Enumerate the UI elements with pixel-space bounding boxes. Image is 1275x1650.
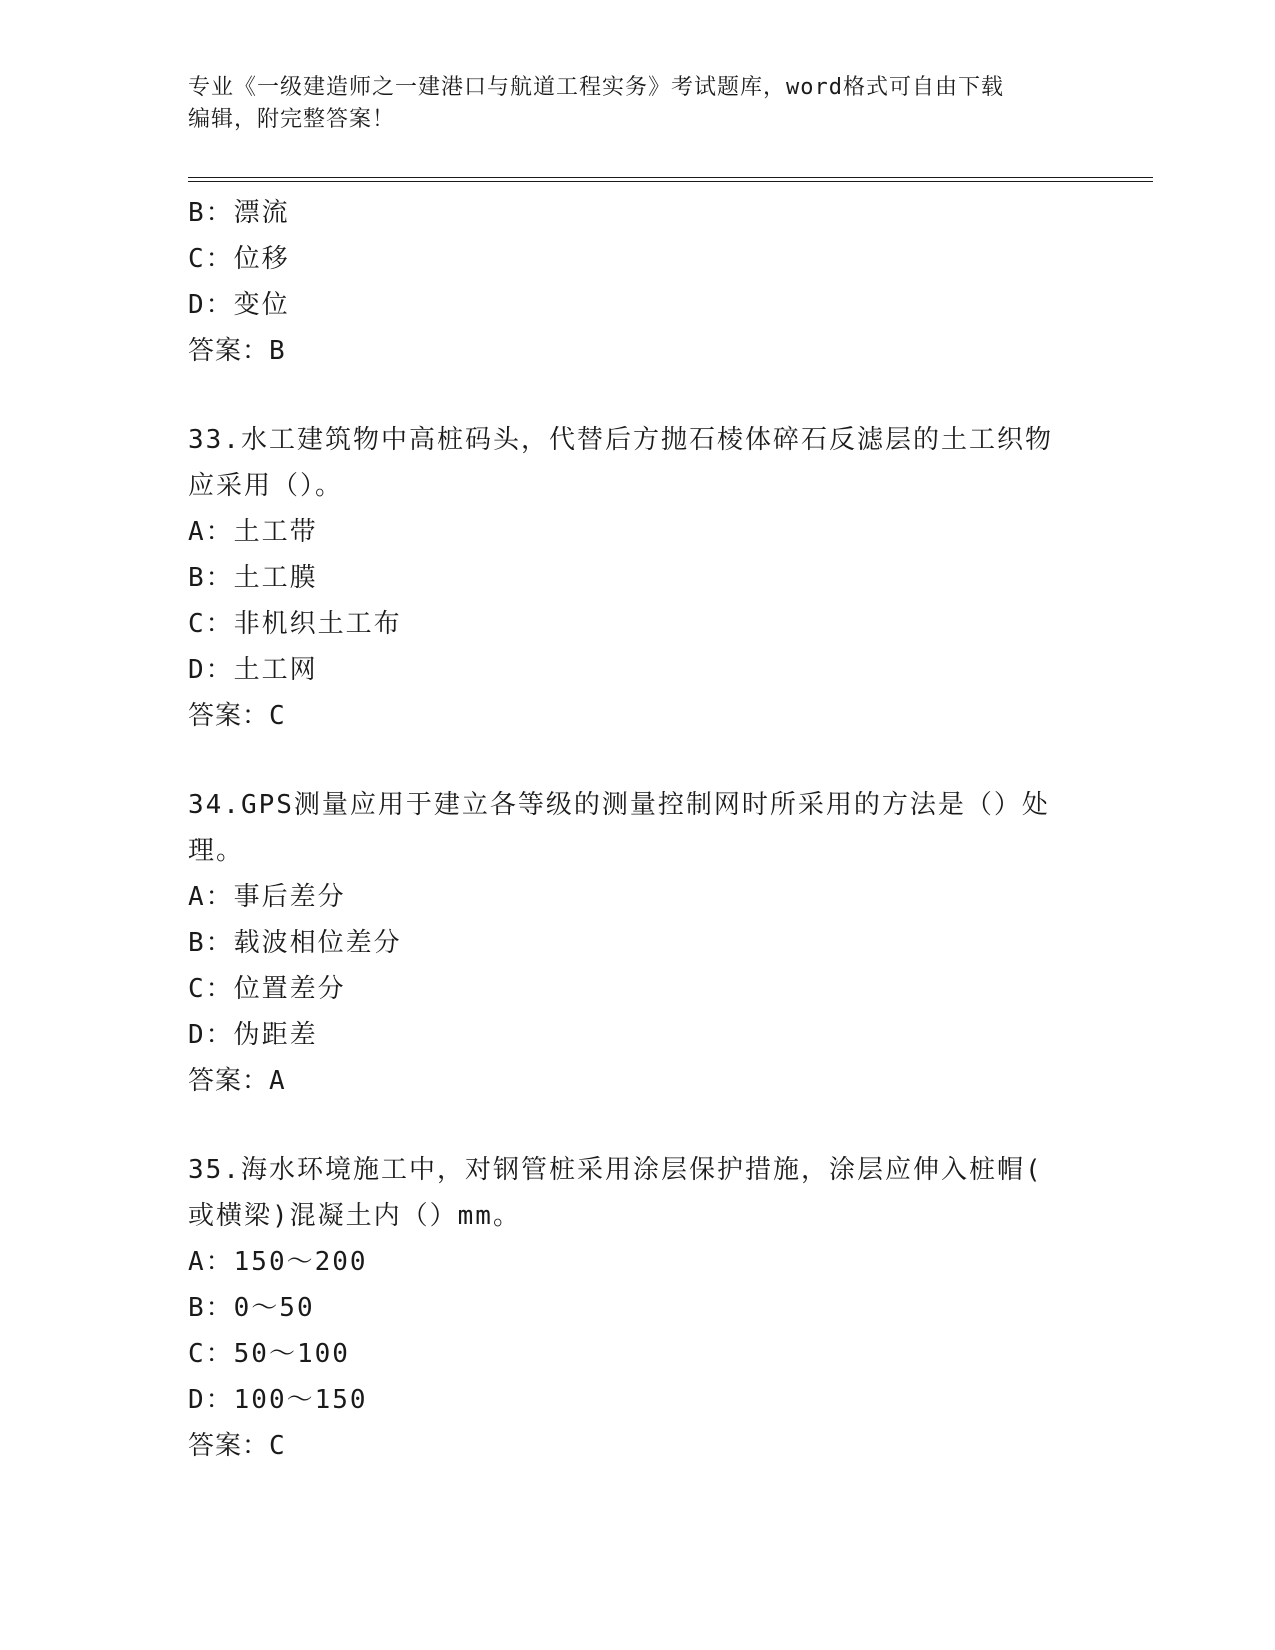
option-a (188, 1239, 1088, 1285)
option-letter: A： (188, 1247, 234, 1277)
document-body (188, 190, 1088, 1469)
option-letter: B： (188, 198, 234, 228)
option-c (188, 601, 1088, 647)
option-letter: D： (188, 1385, 234, 1415)
option-text: 位移 (233, 244, 290, 274)
option-text: 150～200 (233, 1247, 368, 1277)
option-d (188, 1377, 1088, 1423)
option-c (188, 236, 1088, 282)
option-letter: D： (188, 1020, 234, 1050)
header-double-rule (188, 177, 1153, 182)
option-text: 土工膜 (233, 563, 318, 593)
option-letter: B： (188, 1293, 234, 1323)
answer-line: 答案：C (188, 701, 286, 731)
option-d (188, 1012, 1088, 1058)
option-text: 变位 (233, 290, 290, 320)
option-text: 50～100 (233, 1339, 350, 1369)
option-text: 位置差分 (233, 974, 346, 1004)
header-line-2: 编辑，附完整答案！ (188, 107, 396, 132)
question-stem-line-1: 33.水工建筑物中高桩码头，代替后方抛石棱体碎石反滤层的土工织物 (188, 425, 1053, 455)
option-d (188, 647, 1088, 693)
option-letter: D： (188, 655, 234, 685)
option-text: 土工带 (233, 517, 318, 547)
question-stem-line-2: 应采用（）。 (188, 471, 344, 501)
option-text: 0～50 (233, 1293, 315, 1323)
option-letter: C： (188, 974, 234, 1004)
option-b (188, 190, 1088, 236)
option-letter: A： (188, 882, 234, 912)
option-text: 非机织土工布 (233, 609, 402, 639)
option-text: 事后差分 (233, 882, 346, 912)
option-b (188, 1285, 1088, 1331)
header-line-1: 专业《一级建造师之一建港口与航道工程实务》考试题库，word格式可自由下载 (188, 75, 1004, 100)
option-text: 载波相位差分 (233, 928, 402, 958)
question-35 (188, 1147, 1088, 1469)
option-b (188, 555, 1088, 601)
option-c (188, 966, 1088, 1012)
option-text: 漂流 (233, 198, 290, 228)
question-33 (188, 417, 1088, 739)
question-stem-line-2: 或横梁)混凝土内（）mm。 (188, 1201, 521, 1231)
option-text: 土工网 (233, 655, 318, 685)
answer-line: 答案：B (188, 336, 286, 366)
option-text: 100～150 (233, 1385, 368, 1415)
option-letter: B： (188, 928, 234, 958)
question-stem-line-2: 理。 (188, 836, 245, 866)
option-text: 伪距差 (233, 1020, 318, 1050)
option-letter: C： (188, 609, 234, 639)
option-letter: B： (188, 563, 234, 593)
option-letter: C： (188, 244, 234, 274)
answer-line: 答案：C (188, 1431, 286, 1461)
question-stem-line-1: 35.海水环境施工中，对钢管桩采用涂层保护措施，涂层应伸入桩帽( (188, 1155, 1043, 1185)
question-32-continued (188, 190, 1088, 374)
option-letter: D： (188, 290, 234, 320)
page-header (188, 72, 1088, 136)
option-letter: A： (188, 517, 234, 547)
option-c (188, 1331, 1088, 1377)
question-34 (188, 782, 1088, 1104)
option-b (188, 920, 1088, 966)
option-a (188, 509, 1088, 555)
option-d (188, 282, 1088, 328)
question-stem-line-1: 34.GPS测量应用于建立各等级的测量控制网时所采用的方法是（）处 (188, 790, 1050, 820)
answer-line: 答案：A (188, 1066, 286, 1096)
option-a (188, 874, 1088, 920)
option-letter: C： (188, 1339, 234, 1369)
